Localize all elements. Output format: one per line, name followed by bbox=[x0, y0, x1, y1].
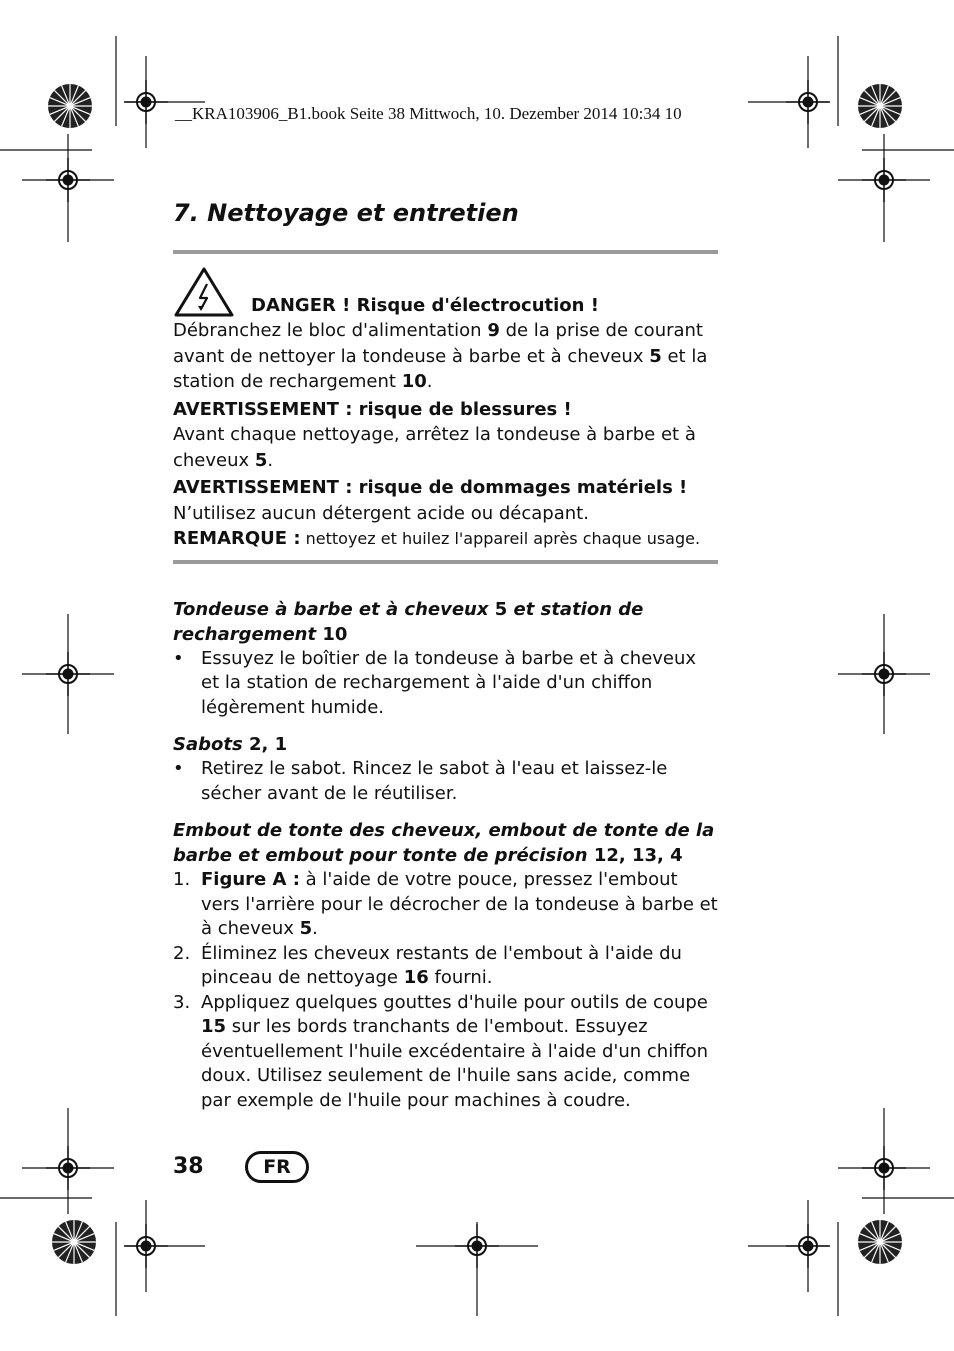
section-title: 7. Nettoyage et entretien bbox=[173, 199, 519, 227]
page-number: 38 bbox=[173, 1154, 204, 1179]
danger-text bbox=[173, 318, 718, 395]
danger-text-part: . bbox=[426, 371, 433, 392]
danger-heading-row bbox=[173, 266, 718, 318]
subheading-trimmer-station bbox=[173, 597, 718, 647]
step-text: à l'aide de votre pouce, pressez l'embout vers l'arrière pour le décrocher de la tondeuse à barbe et à cheveux bbox=[201, 869, 718, 939]
bullet-list bbox=[173, 757, 718, 806]
step-text: sur les bords tranchants de l'embout. Essuyez éventuellement l'huile excédentaire à l'aide d'un chiffon doux. Utilisez seulement de l'huile sans acide, comme par exemple de l'huile pour machines à coudre. bbox=[201, 1016, 709, 1111]
part-ref: 10 bbox=[322, 623, 348, 645]
danger-text-part: et la station de rechargement bbox=[173, 345, 708, 392]
part-ref: 9 bbox=[487, 320, 500, 341]
step-text: Appliquez quelques gouttes d'huile pour outils de coupe bbox=[201, 991, 708, 1013]
list-item bbox=[173, 757, 718, 806]
step-marker: 1. bbox=[173, 869, 191, 890]
language-badge: FR bbox=[245, 1151, 309, 1183]
part-ref: 5 bbox=[494, 598, 508, 620]
part-ref: 2, 1 bbox=[248, 734, 288, 755]
part-ref: 10 bbox=[401, 371, 427, 392]
step-text: Éliminez les cheveux restants de l'embout à l'aide du pinceau de nettoyage bbox=[201, 942, 682, 988]
bullet-list bbox=[173, 647, 718, 721]
warning-text-part: Avant chaque nettoyage, arrêtez la tondeuse à barbe et à cheveux bbox=[173, 424, 696, 471]
note bbox=[173, 526, 718, 552]
warning-text-part: . bbox=[267, 449, 274, 471]
section-rule-top bbox=[173, 250, 718, 254]
warning-damage-text: N’utilisez aucun détergent acide ou décapant. bbox=[173, 502, 589, 524]
subheading-text: Sabots bbox=[173, 734, 249, 755]
warning-box bbox=[173, 266, 718, 552]
part-ref: 5 bbox=[254, 449, 268, 471]
step-marker: 3. bbox=[173, 991, 191, 1013]
part-ref: 5 bbox=[649, 345, 662, 367]
step-text: fourni. bbox=[428, 967, 493, 988]
warning-injury-heading: AVERTISSEMENT : risque de blessures ! bbox=[173, 398, 572, 420]
subheading-text: Tondeuse à barbe et à cheveux bbox=[173, 598, 495, 620]
list-item bbox=[173, 991, 718, 1114]
page-content bbox=[173, 196, 718, 1113]
danger-text-part: de la prise de courant avant de nettoyer la tondeuse à barbe et à cheveux bbox=[173, 320, 703, 367]
numbered-list bbox=[173, 868, 718, 1113]
step-text: . bbox=[312, 918, 318, 939]
subheading-guards bbox=[173, 732, 718, 757]
bullet-marker: • bbox=[173, 758, 184, 779]
warning-injury-text bbox=[173, 422, 718, 473]
danger-text-part: Débranchez le bloc d'alimentation bbox=[173, 320, 488, 341]
part-ref: 15 bbox=[201, 1016, 227, 1037]
subheading-heads bbox=[173, 818, 718, 868]
list-item bbox=[173, 942, 718, 991]
danger-heading: DANGER ! Risque d'électrocution ! bbox=[251, 295, 599, 316]
list-item bbox=[173, 868, 718, 942]
part-ref: 12, 13, 4 bbox=[593, 845, 683, 866]
step-lead: Figure A : bbox=[201, 869, 300, 890]
note-heading: REMARQUE : bbox=[173, 528, 301, 549]
note-text: nettoyez et huilez l'appareil après chaque usage. bbox=[300, 529, 701, 548]
step-marker: 2. bbox=[173, 942, 191, 964]
book-header-line: __KRA103906_B1.book Seite 38 Mittwoch, 10. Dezember 2014 10:34 10 bbox=[175, 104, 682, 123]
list-item-text: Retirez le sabot. Rincez le sabot à l'eau et laissez-le sécher avant de le réutiliser. bbox=[201, 758, 668, 804]
part-ref: 5 bbox=[299, 918, 313, 939]
warning-damage-heading: AVERTISSEMENT : risque de dommages matériels ! bbox=[173, 477, 688, 498]
list-item bbox=[173, 647, 718, 721]
electric-hazard-triangle-icon bbox=[173, 266, 235, 318]
list-item-text: Essuyez le boîtier de la tondeuse à barbe et à cheveux et la station de rechargement à l'aide d'un chiffon légèrement humide. bbox=[201, 647, 697, 718]
subheading-text: Embout de tonte des cheveux, embout de tonte de la barbe et embout pour tonte de précision bbox=[173, 820, 715, 866]
subheading-text: et station de rechargement bbox=[173, 598, 644, 645]
part-ref: 16 bbox=[403, 967, 429, 988]
bullet-marker: • bbox=[173, 647, 184, 669]
